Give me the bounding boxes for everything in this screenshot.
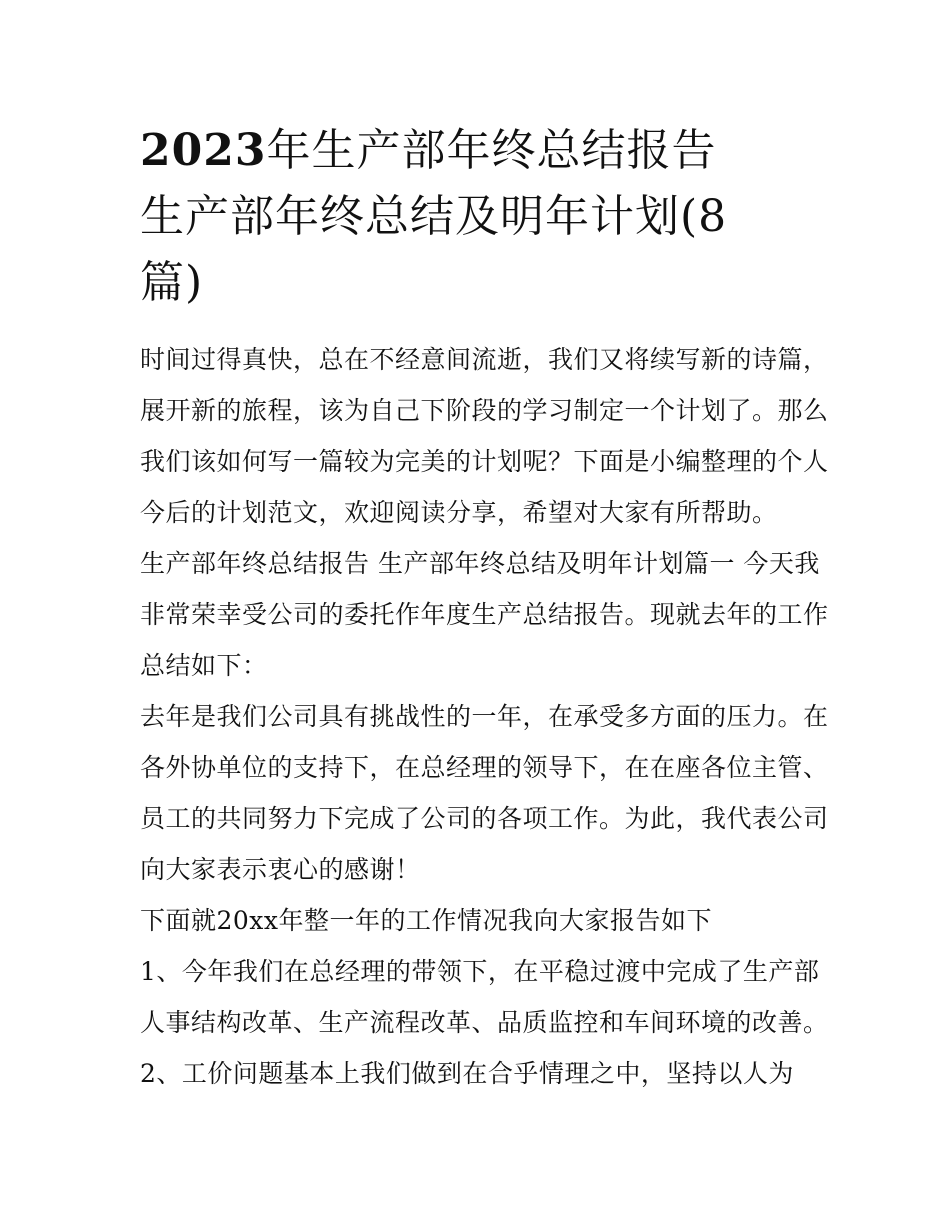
document-title	[140, 118, 820, 316]
paragraph-section-one	[140, 538, 829, 691]
text-line: 员工的共同努力下完成了公司的各项工作。为此，我代表公司	[140, 804, 829, 833]
paragraph-intro	[140, 334, 829, 538]
text-line: 各外协单位的支持下，在总经理的领导下，在在座各位主管、	[140, 753, 829, 782]
text-line: 1、今年我们在总经理的带领下，在平稳过渡中完成了生产部	[140, 957, 820, 986]
title-line-1	[140, 118, 820, 184]
text-line: 2、工价问题基本上我们做到在合乎情理之中，坚持以人为	[140, 1059, 794, 1088]
paragraph-item-2	[140, 1048, 820, 1099]
text-line: 非常荣幸受公司的委托作年度生产总结报告。现就去年的工作	[140, 600, 829, 629]
text-line: 下面就20xx年整一年的工作情况我向大家报告如下	[140, 906, 713, 935]
paragraph-item-1	[140, 946, 829, 1048]
text-line: 人事结构改革、生产流程改革、品质监控和车间环境的改善。	[140, 1008, 829, 1037]
text-line: 时间过得真快，总在不经意间流逝，我们又将续写新的诗篇，	[140, 345, 829, 374]
title-line-2: 生产部年终总结及明年计划(8	[140, 191, 728, 242]
paragraph-report-intro	[140, 895, 820, 946]
text-line: 我们该如何写一篇较为完美的计划呢？下面是小编整理的个人	[140, 447, 829, 476]
title-year: 2023	[140, 125, 267, 176]
text-line: 向大家表示衷心的感谢！	[140, 855, 421, 884]
title-line-3: 篇)	[140, 257, 204, 308]
text-line: 总结如下：	[140, 651, 268, 680]
paragraph-last-year	[140, 691, 829, 895]
text-line: 生产部年终总结报告 生产部年终总结及明年计划篇一 今天我	[140, 549, 820, 578]
text-line: 去年是我们公司具有挑战性的一年，在承受多方面的压力。在	[140, 702, 829, 731]
text-line: 展开新的旅程，该为自己下阶段的学习制定一个计划了。那么	[140, 396, 829, 425]
title-line-1-text: 年生产部年终总结报告	[266, 125, 717, 176]
document-body	[140, 334, 829, 1099]
text-line: 今后的计划范文，欢迎阅读分享，希望对大家有所帮助。	[140, 498, 778, 527]
document-page	[140, 118, 829, 1099]
